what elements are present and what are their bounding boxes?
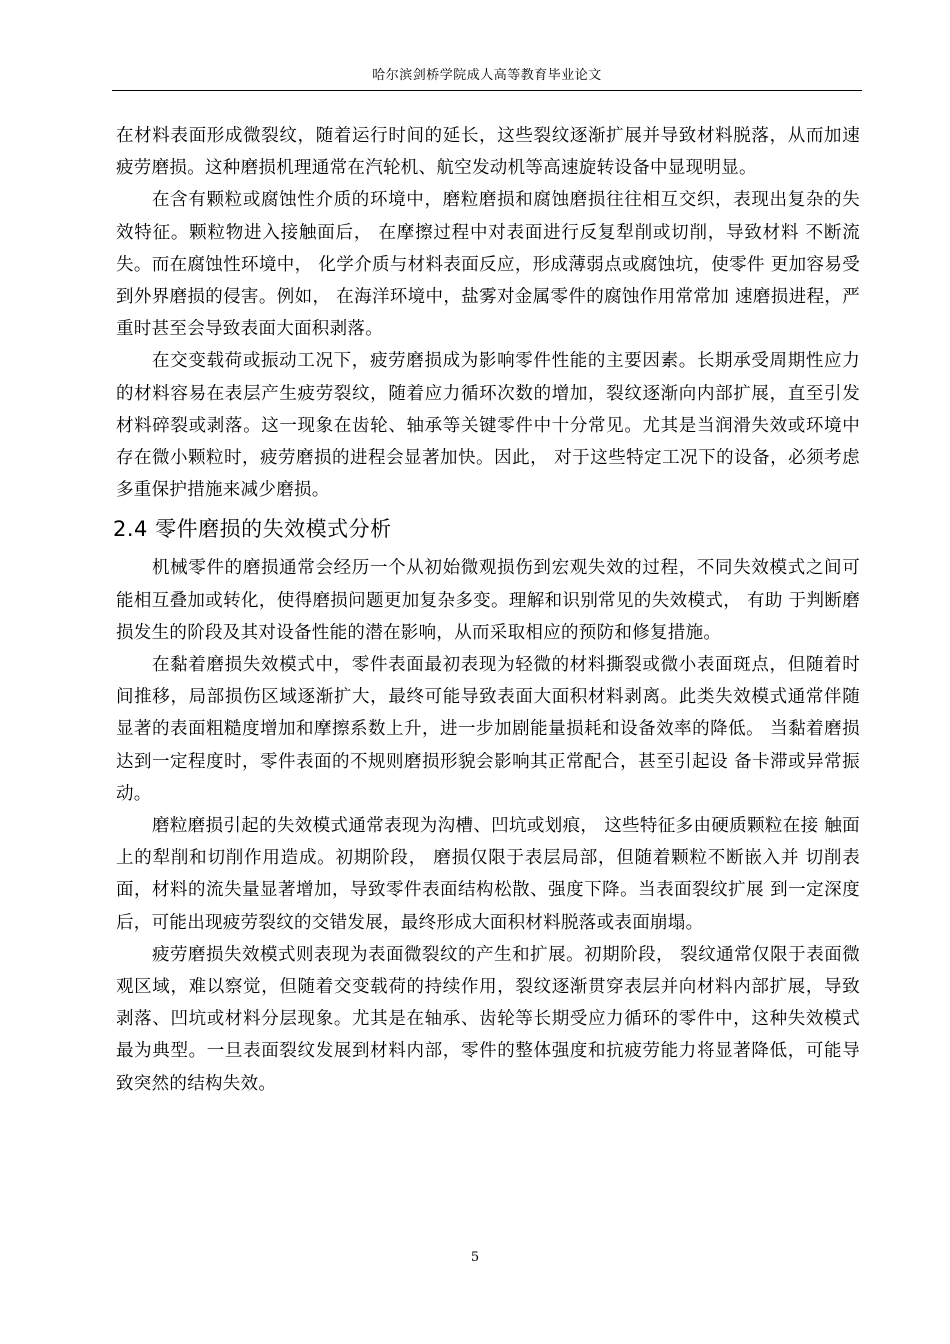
body-paragraph-1: 在材料表面形成微裂纹，随着运行时间的延长，这些裂纹逐渐扩展并导致材料脱落，从而加速疲劳磨损。这种磨损机理通常在汽轮机、航空发动机等高速旋转设备中显现明显。 [116, 126, 860, 179]
page-body [113, 120, 860, 1100]
body-paragraph-7: 疲劳磨损失效模式则表现为表面微裂纹的产生和扩展。初期阶段， 裂纹通常仅限于表面微观区域，难以察觉，但随着交变载荷的持续作用，裂纹逐渐贯穿表层并向材料内部扩展，导致剥落、凹坑或材料分层现象。尤其是在轴承、齿轮等长期受应力循环的零件中，这种失效模式最为典型。一旦表面裂纹发展到材料内部，零件的整体强度和抗疲劳能力将显著降低，可能导致突然的结构失效。 [116, 944, 860, 1094]
running-header: 哈尔滨剑桥学院成人高等教育毕业论文 [372, 68, 602, 83]
body-paragraph-2: 在含有颗粒或腐蚀性介质的环境中，磨粒磨损和腐蚀磨损往往相互交织，表现出复杂的失效特征。颗粒物进入接触面后， 在摩擦过程中对表面进行反复犁削或切削，导致材料 不断流失。而在腐蚀性环境中， 化学介质与材料表面反应，形成薄弱点或腐蚀坑，使零件 更加容易受到外界磨损的侵害。例如， 在海洋环境中，盐雾对金属零件的腐蚀作用常常加 速磨损进程，严重时甚至会导致表面大面积剥落。 [116, 190, 860, 340]
body-paragraph-3: 在交变载荷或振动工况下，疲劳磨损成为影响零件性能的主要因素。长期承受周期性应力的材料容易在表层产生疲劳裂纹，随着应力循环次数的增加，裂纹逐渐向内部扩展，直至引发材料碎裂或剥落。这一现象在齿轮、轴承等关键零件中十分常见。尤其是当润滑失效或环境中存在微小颗粒时，疲劳磨损的进程会显著加快。因此， 对于这些特定工况下的设备，必须考虑多重保护措施来减少磨损。 [116, 351, 860, 501]
body-paragraph-6: 磨粒磨损引起的失效模式通常表现为沟槽、凹坑或划痕， 这些特征多由硬质颗粒在接 触面上的犁削和切削作用造成。初期阶段， 磨损仅限于表层局部，但随着颗粒不断嵌入并 切削表面，材料的流失量显著增加，导致零件表面结构松散、强度下降。当表面裂纹扩展 到一定深度后，可能出现疲劳裂纹的交错发展，最终形成大面积材料脱落或表面崩塌。 [116, 816, 860, 933]
header-divider [112, 90, 862, 91]
body-paragraph-5: 在黏着磨损失效模式中，零件表面最初表现为轻微的材料撕裂或微小表面斑点，但随着时间推移，局部损伤区域逐渐扩大，最终可能导致表面大面积材料剥离。此类失效模式通常伴随显著的表面粗糙度增加和摩擦系数上升，进一步加剧能量损耗和设备效率的降低。 当黏着磨损达到一定程度时，零件表面的不规则磨损形貌会影响其正常配合，甚至引起设 备卡滞或异常振动。 [116, 655, 860, 804]
body-paragraph-4: 机械零件的磨损通常会经历一个从初始微观损伤到宏观失效的过程，不同失效模式之间可能相互叠加或转化，使得磨损问题更加复杂多变。理解和识别常见的失效模式， 有助 于判断磨损发生的阶段及其对设备性能的潜在影响，从而采取相应的预防和修复措施。 [116, 558, 860, 643]
page-number: 5 [470, 1250, 480, 1265]
section-heading: 2.4 零件磨损的失效模式分析 [113, 517, 392, 542]
